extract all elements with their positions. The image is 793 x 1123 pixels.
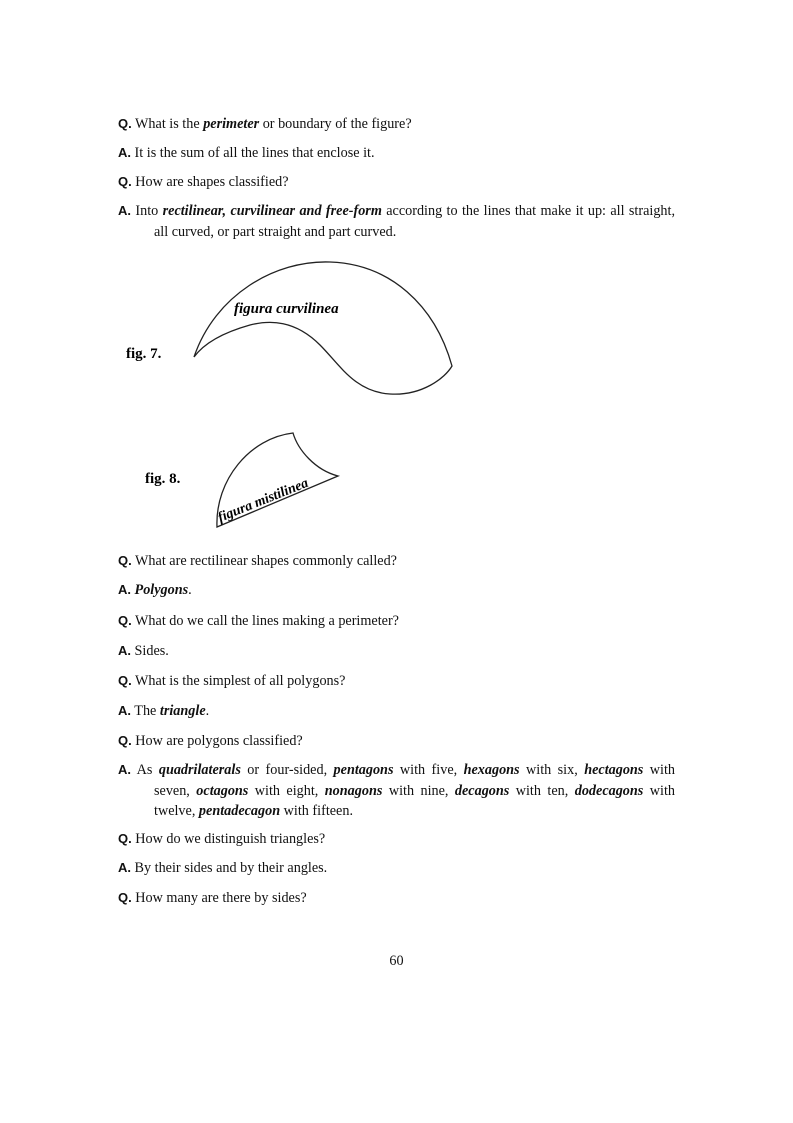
qa-label: Q.: [118, 890, 132, 905]
qa-label: A.: [118, 145, 131, 160]
fig-7-label: fig. 7.: [126, 346, 162, 362]
text-segment: .: [188, 582, 192, 598]
question: [118, 671, 675, 692]
qa-label: A.: [118, 860, 131, 875]
text-segment: according to the lines that make it up: all straight, all curved, or part straight and part curved.: [154, 203, 676, 240]
answer: [118, 143, 675, 164]
qa-label: Q.: [118, 613, 132, 628]
emphasized-term: hectagons: [584, 762, 644, 778]
text-segment: with nine,: [382, 782, 455, 799]
text-segment: with eight,: [248, 782, 325, 799]
text-segment: It is the sum of all the lines that enclose it.: [134, 145, 375, 161]
emphasized-term: octagons: [196, 782, 249, 799]
qa-label: Q.: [118, 553, 132, 568]
qa-label: A.: [118, 762, 131, 777]
text-segment: with fifteen.: [280, 803, 353, 819]
qa-label: Q.: [118, 174, 132, 189]
question: [118, 731, 675, 752]
text-segment: What do we call the lines making a perimeter?: [135, 613, 399, 629]
fig-7-caption: figura curvilinea: [234, 301, 339, 317]
emphasized-term: decagons: [454, 782, 510, 799]
answer: [118, 580, 675, 601]
answer: [118, 760, 675, 822]
answer: [118, 641, 675, 662]
fig-8-caption: figura mistilinea: [215, 475, 311, 526]
emphasized-term: Polygons: [134, 582, 189, 598]
emphasized-term: triangle: [159, 703, 206, 719]
answer: [118, 701, 675, 722]
qa-label: A.: [118, 582, 131, 597]
figures-illustration: [100, 250, 480, 540]
qa-label: Q.: [118, 733, 132, 748]
text-segment: How are polygons classified?: [135, 733, 303, 749]
qa-label: A.: [118, 643, 131, 658]
emphasized-term: pentadecagon: [198, 803, 281, 819]
text-segment: Into: [135, 203, 163, 219]
text-segment: with five,: [393, 762, 464, 778]
answer: [118, 201, 675, 242]
qa-label: Q.: [118, 673, 132, 688]
text-segment: with seven,: [154, 762, 675, 799]
fig-8-label: fig. 8.: [145, 471, 181, 487]
text-segment: with twelve,: [154, 782, 675, 819]
question: [118, 611, 675, 632]
answer: [118, 858, 675, 879]
question: [118, 114, 675, 135]
figure-7: [126, 262, 452, 394]
text-segment: or four-sided,: [240, 762, 334, 778]
question: [118, 829, 675, 850]
text-segment: or boundary of the figure?: [259, 116, 412, 132]
curvilinear-shape: [194, 262, 452, 394]
text-segment: What is the simplest of all polygons?: [135, 673, 346, 689]
text-segment: How are shapes classified?: [135, 174, 289, 190]
text-segment: Sides.: [134, 643, 169, 659]
emphasized-term: nonagons: [324, 782, 383, 799]
emphasized-term: quadrilaterals: [158, 762, 241, 778]
text-segment: with ten,: [509, 782, 575, 799]
question: [118, 172, 675, 193]
page-number: 60: [389, 953, 404, 969]
text-segment: .: [205, 703, 210, 719]
emphasized-term: hexagons: [463, 762, 520, 778]
emphasized-term: pentagons: [333, 762, 394, 778]
emphasized-term: perimeter: [203, 116, 260, 132]
text-segment: What are rectilinear shapes commonly called?: [135, 553, 397, 569]
question: [118, 551, 675, 572]
question: [118, 888, 675, 909]
qa-label: Q.: [118, 831, 132, 846]
qa-label: Q.: [118, 116, 132, 131]
text-segment: By their sides and by their angles.: [134, 860, 328, 876]
text-segment: with six,: [519, 762, 585, 778]
text-segment: As: [136, 762, 159, 778]
figure-8: [145, 433, 338, 527]
emphasized-term: rectilinear, curvilinear and free-form: [162, 203, 382, 219]
qa-label: A.: [118, 203, 131, 218]
qa-label: A.: [118, 703, 131, 718]
text-segment: How do we distinguish triangles?: [135, 831, 326, 847]
text-segment: The: [134, 703, 160, 719]
text-segment: What is the: [135, 116, 204, 132]
text-segment: How many are there by sides?: [135, 890, 307, 906]
emphasized-term: dodecagons: [574, 782, 644, 799]
